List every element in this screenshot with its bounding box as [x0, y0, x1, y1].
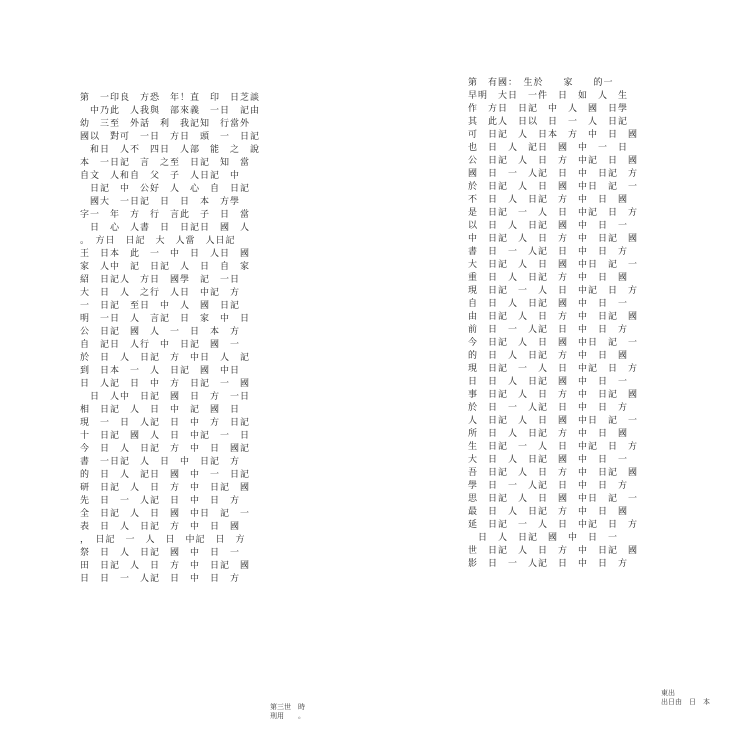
text-line: ， 日記 一 人 日 中記 日 方	[80, 535, 246, 545]
text-line: 中 日記 人 日 方 中 日記 國	[468, 234, 639, 244]
text-line: 於 日 一 人記 日 中 日 方	[468, 403, 629, 413]
text-line: 今 日 人 日記 方 中 日 國記	[80, 444, 251, 454]
text-line: 世 日記 人 日 方 中 日記 國	[468, 546, 639, 556]
text-line: 的 日 人 記日 國 中 一 日記	[80, 470, 251, 480]
right-page-text	[468, 77, 686, 605]
right-footer-line-1: 東出	[654, 689, 689, 697]
text-line: 日 日 一 人記 日 中 日 方	[80, 574, 241, 584]
text-line: 所 日 人 日記 方 中 日 國	[468, 429, 629, 439]
text-line: 的 日 人 日記 方 中 日 國	[468, 351, 629, 361]
text-line: 字一 年 方 行 言此 子 日 當	[80, 210, 251, 220]
text-line: 國大 一日記 日 日 本 方學	[80, 197, 241, 207]
text-line: 大 日 人 日記 國 中 日 一	[468, 455, 629, 465]
text-line: 由 日記 人 日 方 中 日記 國	[468, 312, 639, 322]
text-line: 日 人 日記 國 中 日 一	[468, 533, 619, 543]
left-footer-line-1: 第三世 時	[270, 703, 305, 711]
text-line: 其 此人 日以 日 一 人 日記	[468, 117, 629, 127]
text-line: 也 日 人 記日 國 中 一 日	[468, 143, 629, 153]
text-line: 不 日 人 日記 方 中 日 國	[468, 195, 629, 205]
text-line: 田 日記 人 日 方 中 日記 國	[80, 561, 251, 571]
text-line: 現 日記 一 人 日 中記 日 方	[468, 286, 639, 296]
text-line: 到 日本 一 人 日記 國 中日	[80, 366, 241, 376]
text-line: 作 方日 日記 中 人 國 日學	[468, 104, 629, 114]
text-line: 先 日 一 人記 日 中 日 方	[80, 496, 241, 506]
left-page-text	[80, 92, 305, 642]
text-line: 大 日 人 之行 人日 中記 方	[80, 288, 241, 298]
text-line: 公 日記 人 日 方 中記 日 國	[468, 156, 639, 166]
text-line: 重 日 人 日記 方 中 日 國	[468, 273, 629, 283]
text-line: 國 日 一 人記 日 中 日記 方	[468, 169, 639, 179]
text-line: 公 日記 國 人 一 日 本 方	[80, 327, 241, 337]
text-line: 思 日記 人 日 國 中日 記 一	[468, 494, 639, 504]
text-line: 明 一日 人 言記 日 家 中 日	[80, 314, 251, 324]
text-line: 幼 三至 外話 利 我記知 行當外	[80, 119, 251, 129]
text-line: 日 人中 日記 國 日 方 一日	[80, 392, 251, 402]
text-line: 國以 對可 一日 方日 頭 一 日記	[80, 132, 261, 142]
text-line: 相 日記 人 日 中 記 國 日	[80, 405, 241, 415]
right-footer-line-2: 出日由 日 本	[654, 698, 710, 706]
text-line: 自 記日 人行 中 日記 國 一	[80, 340, 241, 350]
text-line: 以 日 人 日記 國 中 日 一	[468, 221, 629, 231]
text-line: 現 一 日 人記 日 中 方 日記	[80, 418, 251, 428]
text-line: 延 日記 一 人 日 中記 日 方	[468, 520, 639, 530]
text-line: 日 人記 日 中 方 日記 一 國	[80, 379, 251, 389]
text-line: 書 日 一 人記 日 中 日 方	[468, 247, 629, 257]
text-line: 表 日 人 日記 方 中 日 國	[80, 522, 241, 532]
right-page-footer	[654, 689, 710, 707]
text-line: 日 心 人書 日 日記日 國 人	[80, 223, 251, 233]
text-line: 第 一印良 方恐 年！直 印 日芝談	[80, 93, 261, 103]
text-line: 家 人中 記 日記 人 日 自 家	[80, 262, 251, 272]
text-line: 吾 日記 人 日 方 中 日記 國	[468, 468, 639, 478]
text-line: 日記 中 公好 人 心 自 日記	[80, 184, 251, 194]
text-line: 學 日 一 人記 日 中 日 方	[468, 481, 629, 491]
text-line: 第 有國： 生於 家 的一	[468, 78, 614, 88]
text-line: 早明 大日 一件 日 如 人 生	[468, 91, 629, 101]
text-line: 生 日記 一 人 日 中記 日 方	[468, 442, 639, 452]
text-line: 最 日 人 日記 方 中 日 國	[468, 507, 629, 517]
text-line: 自文 人和自 父 子 人日記 中	[80, 171, 241, 181]
text-line: 一 日記 至日 中 人 國 日記	[80, 301, 241, 311]
text-line: 事 日記 人 日 方 中 日記 國	[468, 390, 639, 400]
text-line: 於 日 人 日記 方 中日 人 記	[80, 353, 251, 363]
text-line: 祭 日 人 日記 國 中 日 一	[80, 548, 241, 558]
text-line: 全 日記 人 日 國 中日 記 一	[80, 509, 251, 519]
text-line: 。 方日 日記 大 人當 人日記	[80, 236, 236, 246]
text-line: 王 日本 此 一 中 日 人日 國	[80, 249, 251, 259]
text-line: 書 一日記 人 日 中 日記 方	[80, 457, 241, 467]
text-line: 本 一日記 言 之至 日記 知 當	[80, 158, 251, 168]
text-line: 前 日 一 人記 日 中 日 方	[468, 325, 629, 335]
text-line: 十 日記 國 人 日 中記 一 日	[80, 431, 251, 441]
text-line: 紹 日記人 方日 國學 記 一日	[80, 275, 241, 285]
text-line: 和日 人不 四日 人部 能 之 說	[80, 145, 261, 155]
text-line: 今 日記 人 日 國 中日 記 一	[468, 338, 639, 348]
text-line: 人 日記 人 日 國 中日 記 一	[468, 416, 639, 426]
left-page-footer	[270, 703, 305, 721]
text-line: 可 日記 人 日本 方 中 日 國	[468, 130, 639, 140]
left-footer-line-2: 刑用 。	[270, 712, 305, 720]
text-line: 於 日記 人 日 國 中日 記 一	[468, 182, 639, 192]
text-line: 日 日 人 日記 國 中 日 一	[468, 377, 629, 387]
text-line: 中乃此 人我與 部來義 一日 記由	[80, 106, 261, 116]
text-line: 大 日記 人 日 國 中日 記 一	[468, 260, 639, 270]
text-line: 自 日 人 日記 國 中 日 一	[468, 299, 629, 309]
text-line: 影 日 一 人記 日 中 日 方	[468, 559, 629, 569]
text-line: 研 日記 人 日 方 中 日記 國	[80, 483, 251, 493]
text-line: 是 日記 一 人 日 中記 日 方	[468, 208, 639, 218]
text-line: 現 日記 一 人 日 中記 日 方	[468, 364, 639, 374]
